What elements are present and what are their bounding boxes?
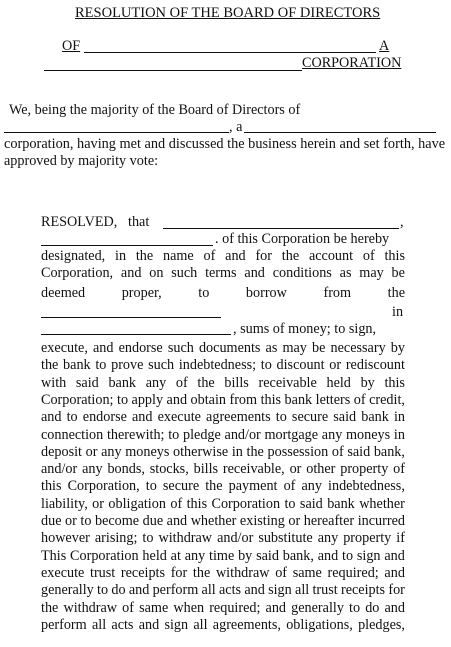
word: required; bbox=[209, 599, 261, 616]
resolution-line-2: . of this Corporation be hereby bbox=[215, 231, 390, 247]
word: otherwise bbox=[173, 443, 229, 460]
word: to bbox=[260, 357, 272, 374]
word: any bbox=[301, 478, 322, 495]
word: existing bbox=[239, 513, 285, 529]
resolution-body-line bbox=[41, 461, 405, 478]
word: said bbox=[347, 443, 371, 460]
state-blank[interactable] bbox=[244, 132, 436, 133]
word: sign bbox=[356, 547, 381, 564]
word: and/or bbox=[224, 426, 261, 443]
word: credit, bbox=[369, 391, 405, 408]
word: pledges, bbox=[358, 616, 405, 633]
word: to bbox=[168, 426, 180, 443]
corporation-name-blank[interactable] bbox=[84, 52, 376, 53]
word: of bbox=[170, 495, 183, 512]
of-label: OF bbox=[62, 38, 81, 54]
word: deposit bbox=[41, 443, 82, 460]
word: may bbox=[282, 340, 307, 356]
resolution-body-line bbox=[41, 582, 405, 599]
word: documents bbox=[198, 340, 261, 356]
word: and bbox=[132, 409, 153, 426]
word: bills bbox=[193, 461, 219, 478]
word: to bbox=[95, 357, 107, 374]
document-title: RESOLUTION OF THE BOARD OF DIRECTORS bbox=[75, 5, 381, 21]
word: withdraw bbox=[215, 564, 270, 581]
word: this bbox=[260, 391, 282, 408]
word: or bbox=[65, 513, 77, 529]
word: and bbox=[225, 248, 246, 264]
word: payment bbox=[228, 478, 278, 495]
word: the bbox=[192, 564, 211, 581]
that-word: that bbox=[128, 214, 150, 230]
word: and/or bbox=[217, 530, 254, 547]
resolution-body-line bbox=[41, 530, 405, 547]
word: rediscount bbox=[345, 357, 405, 374]
word: property bbox=[343, 530, 392, 547]
word: execute bbox=[157, 409, 201, 426]
intro-line-1: We, being the majority of the Board of Directors of bbox=[9, 102, 301, 118]
resolution-body-line bbox=[41, 617, 405, 634]
word: with bbox=[41, 374, 67, 391]
word: to bbox=[97, 582, 109, 599]
word: the bbox=[281, 248, 300, 264]
word: bank, bbox=[282, 547, 314, 564]
word: this bbox=[41, 478, 62, 495]
word: from bbox=[323, 285, 352, 301]
word: generally bbox=[291, 599, 344, 616]
word: any bbox=[184, 547, 206, 564]
resolution-body-line bbox=[41, 340, 405, 357]
word: indebtedness, bbox=[328, 478, 405, 495]
word: however bbox=[41, 530, 90, 547]
word: proper, bbox=[121, 285, 162, 301]
word: incurred bbox=[357, 513, 405, 529]
word: bank bbox=[108, 374, 137, 391]
resolution-body-line bbox=[41, 565, 405, 582]
word: of bbox=[175, 374, 188, 391]
word: or bbox=[288, 513, 301, 529]
word: secure bbox=[162, 478, 200, 495]
word: said bbox=[75, 374, 99, 391]
word: whether bbox=[359, 495, 405, 512]
word: as bbox=[339, 265, 352, 281]
resolution-body-line bbox=[41, 513, 405, 530]
word: and bbox=[384, 599, 405, 616]
word: the bbox=[246, 443, 264, 460]
word: secure bbox=[291, 409, 329, 426]
word: to bbox=[80, 513, 92, 529]
word: moneys bbox=[125, 443, 170, 460]
resolution-line-3 bbox=[41, 248, 405, 265]
word: and bbox=[128, 582, 150, 599]
word: or bbox=[289, 461, 302, 478]
word: by bbox=[390, 340, 405, 356]
word: or bbox=[85, 443, 98, 460]
word: sign bbox=[164, 616, 189, 633]
word: such bbox=[171, 265, 198, 281]
word: apply bbox=[131, 391, 164, 408]
word: any bbox=[321, 426, 343, 443]
word: to bbox=[198, 285, 210, 301]
word: any bbox=[317, 530, 339, 547]
resolution-line-5 bbox=[41, 285, 405, 302]
word: all bbox=[193, 616, 208, 633]
word: This bbox=[41, 547, 67, 564]
word: the bbox=[41, 599, 59, 616]
word: by bbox=[238, 547, 253, 564]
word: on bbox=[149, 265, 164, 281]
resolution-body-line bbox=[41, 548, 405, 565]
word: Corporation bbox=[70, 547, 139, 564]
word: as bbox=[265, 340, 278, 356]
word: any bbox=[101, 443, 122, 460]
word: to bbox=[284, 495, 296, 512]
word: or bbox=[92, 495, 104, 512]
resolution-body-line bbox=[41, 375, 405, 392]
word: for bbox=[388, 582, 405, 599]
word: if bbox=[396, 530, 405, 547]
word: and bbox=[120, 265, 142, 281]
word: of bbox=[283, 478, 296, 495]
word: be bbox=[391, 265, 405, 281]
amount-blank[interactable] bbox=[41, 334, 231, 335]
word: Corporation, bbox=[67, 478, 140, 495]
word: any bbox=[82, 461, 103, 478]
word: obtain bbox=[190, 391, 226, 408]
word: hereafter bbox=[303, 513, 355, 529]
resolved-comma: , bbox=[400, 214, 404, 230]
word: conditions bbox=[272, 265, 332, 281]
resolution-body-line bbox=[41, 600, 405, 617]
word: and bbox=[384, 564, 405, 581]
word: receivable, bbox=[222, 461, 285, 478]
word: to bbox=[342, 547, 354, 564]
word: bank, bbox=[373, 443, 405, 460]
word: arising; bbox=[94, 530, 138, 547]
word: due bbox=[41, 513, 62, 529]
resolution-line-7: , sums of money; to sign, bbox=[233, 321, 377, 337]
word: and/or bbox=[41, 461, 78, 478]
word: and bbox=[166, 513, 188, 529]
intro-line-3: corporation, having met and discussed the business herein and set forth, have bbox=[4, 136, 446, 152]
corporation-label: CORPORATION bbox=[302, 55, 402, 71]
word: obligation bbox=[108, 495, 166, 512]
word: same bbox=[139, 599, 169, 616]
word: possession bbox=[267, 443, 329, 460]
word: be bbox=[312, 340, 326, 356]
word: and bbox=[138, 616, 160, 633]
word: trust bbox=[90, 564, 116, 581]
word: held bbox=[142, 547, 167, 564]
word: of bbox=[393, 461, 405, 478]
a-label: A bbox=[379, 38, 390, 54]
word: in bbox=[231, 443, 243, 460]
word: sign bbox=[268, 582, 292, 599]
word: and bbox=[244, 582, 265, 599]
resolution-body-line bbox=[41, 409, 405, 426]
word: of bbox=[122, 599, 134, 616]
word: prove bbox=[111, 357, 144, 374]
word: such bbox=[167, 340, 194, 356]
word: whether bbox=[190, 513, 237, 529]
word: borrow bbox=[245, 285, 287, 301]
word: and bbox=[244, 265, 265, 281]
word: in bbox=[115, 248, 127, 264]
word: to bbox=[145, 478, 157, 495]
word: said bbox=[333, 409, 357, 426]
word: withdraw bbox=[158, 530, 213, 547]
word: of bbox=[331, 443, 344, 460]
board-corporation-blank[interactable] bbox=[4, 132, 229, 133]
resolution-body-line bbox=[41, 392, 405, 409]
word: endorse bbox=[82, 409, 127, 426]
word: at bbox=[170, 547, 181, 564]
word: Corporation bbox=[211, 495, 281, 512]
word: indebtedness; bbox=[178, 357, 257, 374]
word: bank bbox=[284, 391, 313, 408]
word: acts bbox=[219, 582, 242, 599]
word: may bbox=[359, 265, 384, 281]
resolution-line-6: in bbox=[392, 304, 404, 320]
word: Corporation, bbox=[41, 265, 114, 281]
word: of bbox=[353, 391, 366, 408]
resolution-body-line bbox=[41, 496, 405, 513]
word: due bbox=[142, 513, 164, 529]
word: agreements, bbox=[212, 616, 281, 633]
officer-title-blank[interactable] bbox=[41, 245, 213, 246]
word: the bbox=[387, 285, 405, 301]
word: bank bbox=[327, 495, 355, 512]
word: from bbox=[229, 391, 258, 408]
word: for bbox=[255, 248, 272, 264]
word: bonds, bbox=[107, 461, 145, 478]
word: and bbox=[166, 391, 188, 408]
word: agreements bbox=[206, 409, 271, 426]
word: stocks, bbox=[149, 461, 189, 478]
word: Corporation; bbox=[41, 391, 114, 408]
resolution-line-4 bbox=[41, 265, 405, 282]
word: terms bbox=[205, 265, 237, 281]
word: the bbox=[41, 357, 59, 374]
intro-comma-a: , a bbox=[229, 119, 243, 135]
word: account bbox=[308, 248, 354, 264]
word: this bbox=[186, 495, 208, 512]
word: do bbox=[111, 582, 126, 599]
word: all bbox=[201, 582, 216, 599]
word: the bbox=[135, 248, 154, 264]
word: said bbox=[256, 547, 279, 564]
intro-line-4: approved by majority vote: bbox=[4, 153, 159, 169]
word: and bbox=[384, 547, 405, 564]
word: any bbox=[145, 374, 167, 391]
resolved-label: RESOLVED, bbox=[41, 214, 118, 230]
officer-name-blank[interactable] bbox=[163, 228, 399, 229]
word: other bbox=[306, 461, 336, 478]
word: of bbox=[203, 248, 216, 264]
word: execute bbox=[41, 564, 85, 581]
word: bank bbox=[63, 357, 91, 374]
resolution-body-line bbox=[41, 444, 405, 461]
word: necessary bbox=[330, 340, 386, 356]
word: in bbox=[393, 426, 405, 443]
word: letters bbox=[315, 391, 351, 408]
word: perform bbox=[152, 582, 199, 599]
word: become bbox=[94, 513, 140, 529]
word: said bbox=[299, 495, 323, 512]
word: this bbox=[384, 248, 405, 264]
resolution-body-line bbox=[41, 478, 405, 495]
word: mortgage bbox=[264, 426, 319, 443]
word: for bbox=[170, 564, 188, 581]
word: such bbox=[148, 357, 175, 374]
word: substitute bbox=[258, 530, 313, 547]
resolution-body-line bbox=[41, 357, 405, 374]
word: liability, bbox=[41, 495, 88, 512]
word: receivable bbox=[258, 374, 317, 391]
word: this bbox=[384, 374, 405, 391]
word: perform bbox=[41, 616, 87, 633]
word: receipts bbox=[120, 564, 166, 581]
word: withdraw bbox=[63, 599, 118, 616]
word: or bbox=[329, 357, 342, 374]
word: to bbox=[275, 409, 287, 426]
word: by bbox=[360, 374, 375, 391]
word: designated, bbox=[41, 248, 106, 264]
bank-name-blank[interactable] bbox=[41, 317, 221, 318]
word: the bbox=[205, 478, 223, 495]
word: acts bbox=[111, 616, 134, 633]
word: all bbox=[295, 582, 310, 599]
word: bank bbox=[361, 409, 389, 426]
word: discount bbox=[276, 357, 325, 374]
word: and bbox=[317, 547, 339, 564]
word: to bbox=[349, 599, 361, 616]
word: same bbox=[292, 564, 322, 581]
word: to bbox=[117, 391, 129, 408]
word: of bbox=[275, 564, 288, 581]
word: therewith; bbox=[106, 426, 165, 443]
word: moneys bbox=[346, 426, 391, 443]
word: time bbox=[209, 547, 235, 564]
corporation-line-blank[interactable] bbox=[44, 70, 302, 71]
word: generally bbox=[41, 582, 94, 599]
word: to bbox=[142, 530, 154, 547]
word: receipts bbox=[340, 582, 386, 599]
word: the bbox=[197, 374, 215, 391]
word: name bbox=[163, 248, 194, 264]
word: trust bbox=[312, 582, 338, 599]
word: do bbox=[365, 599, 380, 616]
word: to bbox=[66, 409, 78, 426]
word: execute, bbox=[41, 340, 88, 356]
word: and bbox=[92, 340, 114, 356]
word: pledge bbox=[182, 426, 221, 443]
word: and bbox=[265, 599, 287, 616]
word: in bbox=[393, 409, 405, 426]
word: endorse bbox=[118, 340, 163, 356]
word: deemed bbox=[41, 285, 86, 301]
word: held bbox=[326, 374, 351, 391]
word: all bbox=[91, 616, 107, 633]
word: of bbox=[362, 248, 375, 264]
word: and bbox=[41, 409, 62, 426]
word: connection bbox=[41, 426, 104, 443]
resolution-body-line bbox=[41, 427, 405, 444]
word: required; bbox=[327, 564, 379, 581]
word: when bbox=[173, 599, 205, 616]
word: bills bbox=[224, 374, 249, 391]
word: property bbox=[340, 461, 389, 478]
word: obligations, bbox=[286, 616, 353, 633]
